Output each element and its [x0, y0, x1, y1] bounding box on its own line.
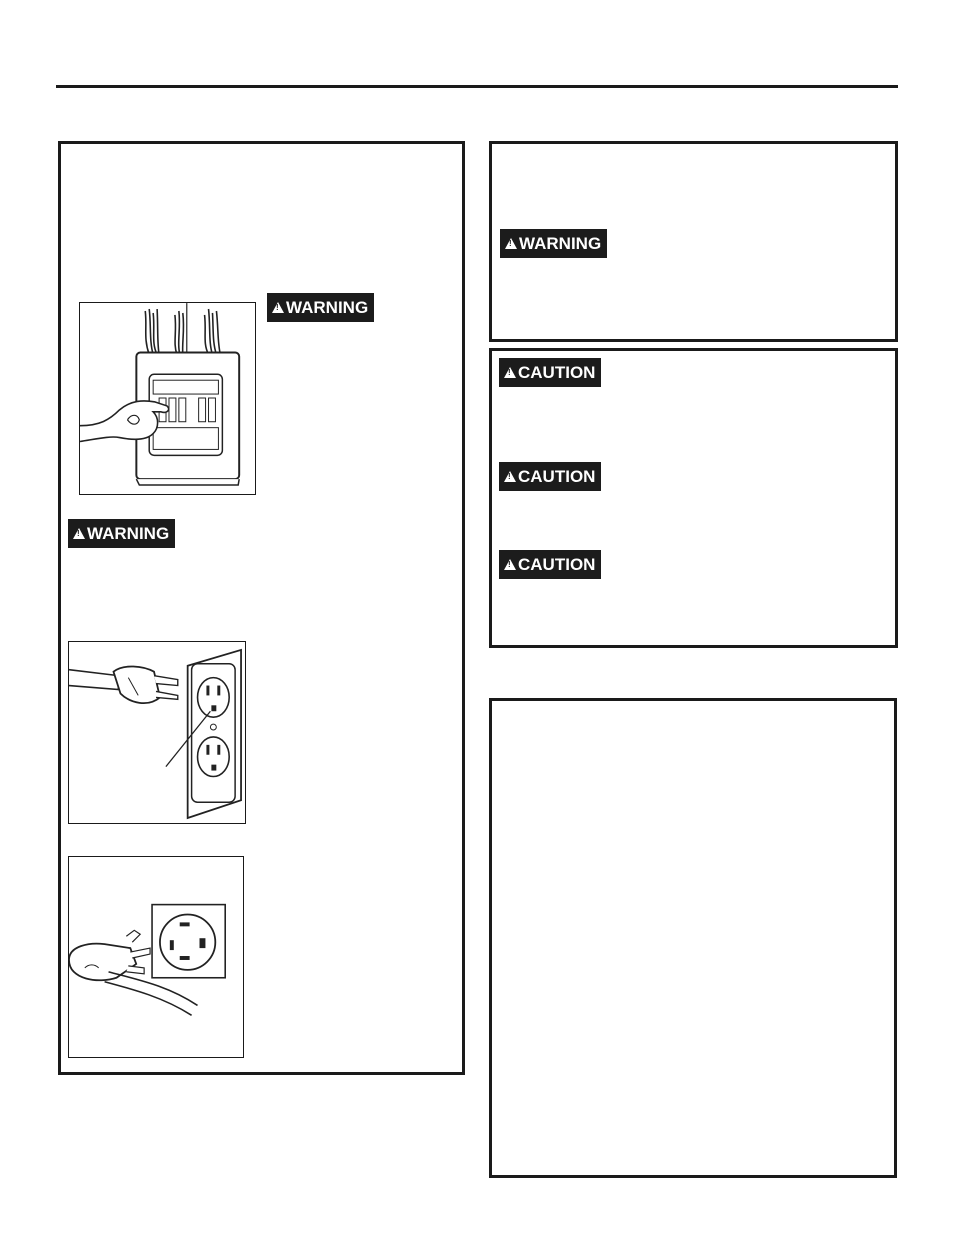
warning-triangle-icon [73, 528, 85, 539]
breaker-panel-drawing [80, 303, 255, 494]
three-prong-outlet-illustration [68, 641, 246, 824]
left-section-box [58, 141, 465, 1075]
warning-badge-grounding: !WARNING [68, 519, 175, 548]
caution-badge-third: !CAUTION [499, 550, 601, 579]
right-bottom-box [489, 698, 897, 1178]
caution-badge-second: !CAUTION [499, 462, 601, 491]
warning-badge-breaker: !WARNING [267, 293, 374, 322]
warning-triangle-icon [504, 471, 516, 482]
warning-triangle-icon [504, 559, 516, 570]
right-top-box [489, 141, 898, 342]
warning-triangle-icon [504, 367, 516, 378]
outlet-240-drawing [69, 857, 243, 1057]
warning-triangle-icon [505, 238, 517, 249]
four-prong-outlet-illustration [68, 856, 244, 1058]
outlet-120-drawing [69, 642, 245, 823]
caution-badge-first: !CAUTION [499, 358, 601, 387]
warning-badge-right: !WARNING [500, 229, 607, 258]
header-rule [56, 85, 898, 88]
breaker-panel-illustration [79, 302, 256, 495]
warning-triangle-icon [272, 302, 284, 313]
right-caution-box [489, 348, 898, 648]
